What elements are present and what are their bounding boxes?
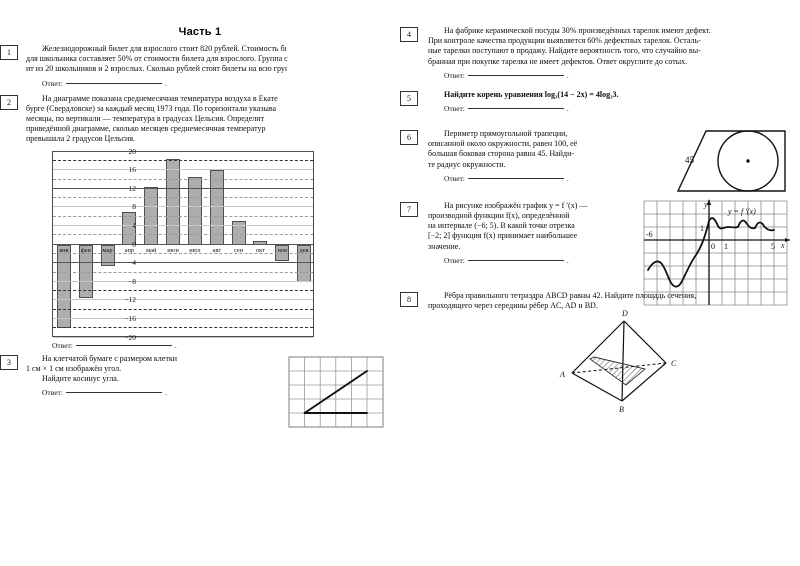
chart-gridline-dashed [53,253,313,254]
vertex-label-b: B [619,404,624,414]
chart-gridline [53,318,313,319]
chart-plot-area [52,151,314,337]
chart-month-label: сен [233,246,244,254]
answer-period: . [174,340,177,350]
task-number-1: 1 [0,45,18,60]
answer-period: . [566,70,569,80]
derivative-curve-label: y = f ′(x) [728,206,756,216]
chart-month-label: фев [80,246,91,254]
chart-month-label: дек [299,246,309,254]
answer-blank-line[interactable] [468,107,564,109]
answer-blank-line[interactable] [66,391,162,393]
chart-month-label: май [146,246,157,254]
chart-y-tick-label: 16 [128,165,136,175]
task-5-body [428,90,800,113]
tick-label-1y: 1 [700,223,704,233]
chart-month-label: июл [189,246,201,254]
task-1-line-2: для школьника составляет 50% от стоимости билета для взрослого. Группа с [26,54,288,64]
chart-gridline [53,244,313,245]
task-3-line-3: Найдите косинус угла. [42,374,119,384]
answer-period: . [566,173,569,183]
answer-blank-line[interactable] [76,344,172,346]
chart-month-label: окт [255,246,265,254]
task-6-line-1: Периметр прямоугольной трапеции, [444,129,568,139]
task-3 [0,354,400,398]
task-7-answer-field[interactable] [444,256,638,265]
chart-gridline [53,169,313,170]
task-2-line-2: бурге (Свердловске) за каждый месяц 1973 года. По горизонтали указыва [26,103,277,113]
chart-y-tick-label: 20 [128,146,136,156]
task-1 [0,44,400,88]
chart-gridline-dashed [53,197,313,198]
answer-label: Ответ: [42,388,63,398]
task-8 [400,290,800,414]
task-4-body [428,26,800,80]
page-title: Часть 1 [178,26,222,38]
answer-blank-line[interactable] [468,177,564,179]
angle-grid-figure [288,356,384,436]
task-6-body [428,129,662,183]
answer-blank-line[interactable] [468,259,564,261]
task-5-line-1: Найдите корень уравнения log₃(14 − 2x) = 4log₃3. [444,89,619,99]
task-7-line-1: На рисунке изображён график y = f ′(x) — [444,200,588,210]
task-7-line-2: производной функции f(x), определённой [428,211,570,221]
chart-month-label: апр [124,246,135,254]
chart-gridline [53,299,313,300]
task-4-answer-field[interactable] [444,71,796,80]
chart-gridline [53,151,313,152]
task-number-4: 4 [400,27,418,42]
tick-label-1x: 1 [724,241,728,251]
task-2-line-4: приведённой диаграмме, сколько месяцев среднемесячная температур [26,124,266,134]
task-3-body [26,354,240,398]
tetrahedron-svg [550,307,700,417]
trapezoid-side-label: 45 [685,155,694,166]
tick-label-0: 0 [711,241,715,251]
chart-y-tick-label: −20 [124,332,136,342]
answer-period: . [164,78,167,88]
right-column [400,0,800,414]
task-7-line-5: значение. [428,241,461,251]
task-4-line-1: На фабрике керамической посуды 30% произведённых тарелок имеют дефект. [444,26,711,35]
task-2-line-1: На диаграмме показана среднемесячная температура воздуха в Екате [42,93,278,103]
chart-y-tick-label: 8 [132,202,136,212]
chart-bar [166,159,180,245]
task-2-line-3: месяцы, по вертикали — температура в градусах Цельсия. Определит [26,114,265,124]
tick-label-5: 5 [771,241,775,251]
answer-period: . [566,104,569,114]
answer-label: Ответ: [444,104,465,114]
left-column [0,0,400,403]
vertex-label-d: D [622,308,628,318]
task-number-8: 8 [400,292,418,307]
task-1-line-1: Железнодорожный билет для взрослого стоит 820 рублей. Стоимость бı [42,44,287,53]
tick-label-minus-6: -6 [646,229,653,239]
task-3-answer-field[interactable] [42,388,236,397]
chart-gridline-dashed [53,272,313,273]
chart-y-tick-label: 12 [128,183,136,193]
chart-gridline [53,337,313,338]
task-6 [400,129,800,183]
tetrahedron-figure [550,307,700,417]
task-number-7: 7 [400,202,418,217]
task-2 [0,94,400,145]
answer-period: . [164,388,167,398]
trapezoid-svg [672,129,792,201]
chart-y-tick-label: −4 [128,258,136,268]
chart-gridline [53,225,313,226]
task-7-line-4: [−2; 2] функция f(x) принимает наибольшее [428,231,578,241]
angle-grid-svg [288,356,384,436]
chart-gridline-dashed [53,327,313,328]
task-7-body [428,201,642,265]
answer-label: Ответ: [42,78,63,88]
task-4-line-4: бранная при покупке тарелка не имеет дефектов. Ответ округлите до сотых. [428,56,688,66]
task-2-line-5: превышала 2 градусов Цельсия. [26,134,136,144]
chart-month-label: ноя [277,246,287,254]
task-number-5: 5 [400,91,418,106]
chart-gridline-dashed [53,290,313,291]
answer-label: Ответ: [52,340,73,350]
task-3-line-1: На клетчатой бумаге с размером клетки [42,353,178,363]
chart-month-label: авг [212,246,221,254]
task-3-line-2: 1 см × 1 см изображён угол. [26,363,122,373]
task-6-line-2: описанной около окружности, равен 100, её [428,139,578,149]
task-5-answer-field[interactable] [444,104,796,113]
task-6-line-4: те радиус окружности. [428,159,506,169]
task-1-line-3: ит из 20 школьников и 2 взрослых. Сколько рублей стоят билеты на всю груı [26,64,288,74]
chart-gridline [53,262,313,263]
task-1-body [26,44,408,88]
answer-label: Ответ: [444,255,465,265]
answer-label: Ответ: [444,70,465,80]
chart-gridline [53,188,313,189]
temperature-bar-chart [52,146,400,342]
answer-period: . [566,255,569,265]
chart-gridline-dashed [53,216,313,217]
task-8-line-2: проходящего через середины рёбер AC, AD и BD. [428,301,598,311]
task-2-answer-field[interactable] [52,341,400,350]
task-2-body [26,94,400,145]
chart-gridline-dashed [53,179,313,180]
task-number-3: 3 [0,355,18,370]
chart-gridline-dashed [53,234,313,235]
task-4-line-2: При контроле качества продукции выявляется 60% дефектных тарелок. Осталь- [428,36,701,46]
chart-gridline [53,206,313,207]
task-1-answer-field[interactable] [42,79,408,88]
task-5 [400,90,800,113]
answer-blank-line[interactable] [468,74,564,76]
answer-blank-line[interactable] [66,82,162,84]
task-number-2: 2 [0,95,18,110]
task-7-line-3: на интервале (−6; 5). В какой точке отрезка [428,221,575,231]
x-axis-label: x [781,240,785,250]
chart-gridline-dashed [53,309,313,310]
vertex-label-a: A [560,369,565,379]
chart-bar [57,245,71,329]
vertex-label-c: C [671,358,677,368]
answer-label: Ответ: [444,173,465,183]
task-6-answer-field[interactable] [444,174,658,183]
chart-y-tick-label: −16 [124,314,136,324]
chart-month-label: мар [102,246,113,254]
chart-month-label: июн [167,246,179,254]
chart-gridline-dashed [53,160,313,161]
chart-y-tick-label: −8 [128,276,136,286]
chart-month-label: янв [59,246,69,254]
task-8-line-1: Рёбра правильного тетраэдра ABCD равны 42. Найдите площадь сечения, [444,290,697,300]
task-6-line-3: большая боковая сторона равна 45. Найди- [428,149,575,159]
task-number-6: 6 [400,130,418,145]
task-4 [400,26,800,80]
trapezoid-figure [672,129,792,201]
task-4-line-3: ные тарелки поступают в продажу. Найдите вероятность того, что случайно вы- [428,46,701,56]
chart-y-tick-label: 0 [132,239,136,249]
chart-y-tick-label: 4 [132,221,136,231]
chart-y-tick-label: −12 [124,295,136,305]
task-7 [400,201,800,265]
y-axis-label: y [704,199,708,209]
chart-gridline [53,281,313,282]
